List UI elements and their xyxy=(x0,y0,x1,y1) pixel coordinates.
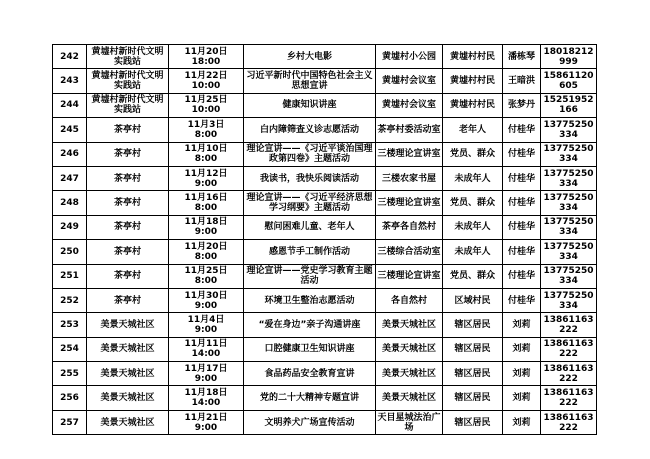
time-text: 8:00 xyxy=(194,276,218,287)
contact-person-cell: 潘栋琴 xyxy=(503,45,541,69)
audience-cell: 黄墟村村民 xyxy=(443,69,503,93)
contact-person-cell: 王暗洪 xyxy=(503,69,541,93)
activity-cell: 文明养犬广场宣传活动 xyxy=(244,410,376,434)
organizer-cell: 茶亭村 xyxy=(87,264,169,288)
phone-cell: 13775250334 xyxy=(541,118,597,142)
datetime-cell xyxy=(169,118,244,142)
datetime-cell xyxy=(169,166,244,190)
date-text: 11月4日 xyxy=(187,314,225,325)
organizer-cell: 黄墟村新时代文明实践站 xyxy=(87,45,169,69)
phone-cell: 13861163222 xyxy=(541,386,597,410)
location-cell: 美景天城社区 xyxy=(376,386,443,410)
activity-schedule-table xyxy=(52,44,597,435)
organizer-cell: 美景天城社区 xyxy=(87,386,169,410)
contact-person-cell: 付桂华 xyxy=(503,240,541,264)
row-number: 249 xyxy=(53,215,87,239)
activity-cell: 口腔健康卫生知识讲座 xyxy=(244,337,376,361)
contact-person-cell: 刘莉 xyxy=(503,410,541,434)
location-cell: 茶亭村委活动室 xyxy=(376,118,443,142)
audience-cell: 区域村民 xyxy=(443,288,503,312)
table-row xyxy=(53,166,597,190)
location-cell: 三楼农家书屋 xyxy=(376,166,443,190)
activity-cell: 健康知识讲座 xyxy=(244,93,376,117)
datetime-cell xyxy=(169,69,244,93)
time-text: 10:00 xyxy=(191,81,221,92)
phone-cell: 13775250334 xyxy=(541,142,597,166)
date-text: 11月20日 xyxy=(184,241,228,252)
phone-cell: 13861163222 xyxy=(541,337,597,361)
audience-cell: 辖区居民 xyxy=(443,410,503,434)
organizer-cell: 茶亭村 xyxy=(87,166,169,190)
activity-cell: 我读书，我快乐阅读活动 xyxy=(244,166,376,190)
table-row xyxy=(53,142,597,166)
table-row xyxy=(53,337,597,361)
datetime-cell xyxy=(169,386,244,410)
organizer-cell: 茶亭村 xyxy=(87,288,169,312)
contact-person-cell: 刘莉 xyxy=(503,313,541,337)
location-cell: 各自然村 xyxy=(376,288,443,312)
time-text: 8:00 xyxy=(194,203,218,214)
row-number: 242 xyxy=(53,45,87,69)
location-cell: 黄墟村小公园 xyxy=(376,45,443,69)
location-cell: 三楼综合活动室 xyxy=(376,240,443,264)
organizer-cell: 茶亭村 xyxy=(87,215,169,239)
contact-person-cell: 张梦丹 xyxy=(503,93,541,117)
audience-cell: 黄墟村村民 xyxy=(443,45,503,69)
contact-person-cell: 刘莉 xyxy=(503,386,541,410)
table-row xyxy=(53,93,597,117)
phone-cell: 15251952166 xyxy=(541,93,597,117)
phone-cell: 13775250334 xyxy=(541,264,597,288)
datetime-cell xyxy=(169,142,244,166)
time-text: 9:00 xyxy=(194,373,218,384)
date-text: 11月20日 xyxy=(184,46,228,57)
organizer-cell: 茶亭村 xyxy=(87,240,169,264)
date-text: 11月21日 xyxy=(184,412,228,423)
time-text: 9:00 xyxy=(194,227,218,238)
contact-person-cell: 付桂华 xyxy=(503,191,541,215)
time-text: 8:00 xyxy=(194,154,218,165)
datetime-cell xyxy=(169,191,244,215)
location-cell: 三楼理论宣讲室 xyxy=(376,264,443,288)
activity-cell: 习近平新时代中国特色社会主义思想宣讲 xyxy=(244,69,376,93)
table-row xyxy=(53,410,597,434)
date-text: 11月22日 xyxy=(184,71,228,82)
row-number: 245 xyxy=(53,118,87,142)
time-text: 14:00 xyxy=(191,349,221,360)
activity-cell: 理论宣讲——党史学习教育主题活动 xyxy=(244,264,376,288)
organizer-cell: 美景天城社区 xyxy=(87,410,169,434)
activity-cell: 理论宣讲——《习近平经济思想学习纲要》主题活动 xyxy=(244,191,376,215)
audience-cell: 未成年人 xyxy=(443,215,503,239)
table-row xyxy=(53,191,597,215)
organizer-cell: 茶亭村 xyxy=(87,142,169,166)
location-cell: 天目星城法治广场 xyxy=(376,410,443,434)
row-number: 256 xyxy=(53,386,87,410)
time-text: 10:00 xyxy=(191,105,221,116)
row-number: 244 xyxy=(53,93,87,117)
phone-cell: 13861163222 xyxy=(541,313,597,337)
phone-cell: 13775250334 xyxy=(541,288,597,312)
row-number: 254 xyxy=(53,337,87,361)
date-text: 11月11日 xyxy=(184,339,228,350)
contact-person-cell: 刘莉 xyxy=(503,362,541,386)
datetime-cell xyxy=(169,93,244,117)
activity-cell: “爱在身边”亲子沟通讲座 xyxy=(244,313,376,337)
date-text: 11月17日 xyxy=(184,363,228,374)
date-text: 11月25日 xyxy=(184,95,228,106)
phone-cell: 13861163222 xyxy=(541,410,597,434)
location-cell: 美景天城社区 xyxy=(376,362,443,386)
activity-cell: 慰问困难儿童、老年人 xyxy=(244,215,376,239)
location-cell: 黄墟村会议室 xyxy=(376,93,443,117)
row-number: 246 xyxy=(53,142,87,166)
datetime-cell xyxy=(169,45,244,69)
table-row xyxy=(53,240,597,264)
organizer-cell: 美景天城社区 xyxy=(87,362,169,386)
activity-cell: 感恩节手工制作活动 xyxy=(244,240,376,264)
datetime-cell xyxy=(169,240,244,264)
organizer-cell: 美景天城社区 xyxy=(87,337,169,361)
time-text: 9:00 xyxy=(194,422,218,433)
activity-cell: 环境卫生整治志愿活动 xyxy=(244,288,376,312)
datetime-cell xyxy=(169,288,244,312)
phone-cell: 13861163222 xyxy=(541,362,597,386)
row-number: 250 xyxy=(53,240,87,264)
audience-cell: 辖区居民 xyxy=(443,313,503,337)
row-number: 257 xyxy=(53,410,87,434)
phone-cell: 18018212999 xyxy=(541,45,597,69)
contact-person-cell: 付桂华 xyxy=(503,215,541,239)
location-cell: 黄墟村会议室 xyxy=(376,69,443,93)
activity-cell: 食品药品安全教育宣讲 xyxy=(244,362,376,386)
datetime-cell xyxy=(169,215,244,239)
row-number: 253 xyxy=(53,313,87,337)
table-body xyxy=(53,45,597,435)
table-row xyxy=(53,264,597,288)
organizer-cell: 黄墟村新时代文明实践站 xyxy=(87,93,169,117)
date-text: 11月10日 xyxy=(184,144,228,155)
row-number: 248 xyxy=(53,191,87,215)
datetime-cell xyxy=(169,362,244,386)
audience-cell: 辖区居民 xyxy=(443,337,503,361)
date-text: 11月12日 xyxy=(184,168,228,179)
location-cell: 茶亭各自然村 xyxy=(376,215,443,239)
time-text: 14:00 xyxy=(191,398,221,409)
organizer-cell: 美景天城社区 xyxy=(87,313,169,337)
phone-cell: 13775250334 xyxy=(541,191,597,215)
date-text: 11月25日 xyxy=(184,266,228,277)
organizer-cell: 茶亭村 xyxy=(87,191,169,215)
row-number: 247 xyxy=(53,166,87,190)
row-number: 251 xyxy=(53,264,87,288)
phone-cell: 13775250334 xyxy=(541,215,597,239)
row-number: 243 xyxy=(53,69,87,93)
audience-cell: 辖区居民 xyxy=(443,362,503,386)
table-row xyxy=(53,288,597,312)
phone-cell: 15861120605 xyxy=(541,69,597,93)
time-text: 18:00 xyxy=(191,56,221,67)
time-text: 8:00 xyxy=(194,251,218,262)
phone-cell: 13775250334 xyxy=(541,166,597,190)
datetime-cell xyxy=(169,264,244,288)
date-text: 11月16日 xyxy=(184,193,228,204)
table-row xyxy=(53,118,597,142)
contact-person-cell: 付桂华 xyxy=(503,264,541,288)
datetime-cell xyxy=(169,313,244,337)
organizer-cell: 茶亭村 xyxy=(87,118,169,142)
row-number: 252 xyxy=(53,288,87,312)
organizer-cell: 黄墟村新时代文明实践站 xyxy=(87,69,169,93)
contact-person-cell: 付桂华 xyxy=(503,166,541,190)
audience-cell: 未成年人 xyxy=(443,240,503,264)
datetime-cell xyxy=(169,410,244,434)
table-row xyxy=(53,313,597,337)
row-number: 255 xyxy=(53,362,87,386)
audience-cell: 老年人 xyxy=(443,118,503,142)
date-text: 11月30日 xyxy=(184,290,228,301)
audience-cell: 党员、群众 xyxy=(443,264,503,288)
audience-cell: 未成年人 xyxy=(443,166,503,190)
activity-cell: 党的二十大精神专题宣讲 xyxy=(244,386,376,410)
audience-cell: 黄墟村村民 xyxy=(443,93,503,117)
time-text: 9:00 xyxy=(194,324,218,335)
activity-cell: 白内障筛查义诊志愿活动 xyxy=(244,118,376,142)
date-text: 11月18日 xyxy=(184,388,228,399)
audience-cell: 党员、群众 xyxy=(443,142,503,166)
table-row xyxy=(53,215,597,239)
location-cell: 三楼理论宣讲室 xyxy=(376,142,443,166)
audience-cell: 辖区居民 xyxy=(443,386,503,410)
contact-person-cell: 付桂华 xyxy=(503,118,541,142)
datetime-cell xyxy=(169,337,244,361)
contact-person-cell: 刘莉 xyxy=(503,337,541,361)
date-text: 11月18日 xyxy=(184,217,228,228)
table-row xyxy=(53,69,597,93)
location-cell: 三楼理论宣讲室 xyxy=(376,191,443,215)
time-text: 9:00 xyxy=(194,300,218,311)
table-row xyxy=(53,45,597,69)
phone-cell: 13775250334 xyxy=(541,240,597,264)
date-text: 11月3日 xyxy=(187,119,225,130)
time-text: 9:00 xyxy=(194,178,218,189)
contact-person-cell: 付桂华 xyxy=(503,142,541,166)
activity-cell: 乡村大电影 xyxy=(244,45,376,69)
table-row xyxy=(53,362,597,386)
audience-cell: 党员、群众 xyxy=(443,191,503,215)
contact-person-cell: 付桂华 xyxy=(503,288,541,312)
location-cell: 美景天城社区 xyxy=(376,313,443,337)
table-row xyxy=(53,386,597,410)
activity-cell: 理论宣讲——《习近平谈治国理政第四卷》主题活动 xyxy=(244,142,376,166)
time-text: 8:00 xyxy=(194,129,218,140)
location-cell: 美景天城社区 xyxy=(376,337,443,361)
